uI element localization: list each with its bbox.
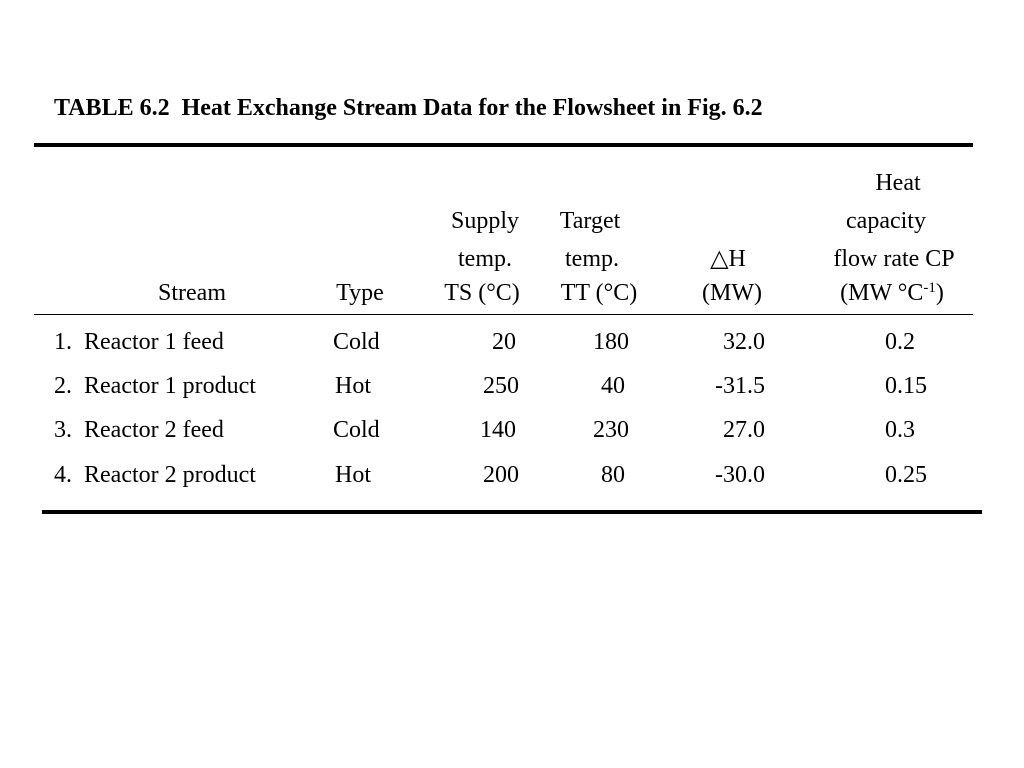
header-cp-line3: flow rate CP xyxy=(833,246,955,272)
cell-type: Hot xyxy=(335,373,371,399)
cell-tt: 40 xyxy=(601,373,625,399)
cell-stream: 4. Reactor 2 product xyxy=(54,462,256,488)
header-cp-line2: capacity xyxy=(846,208,926,234)
header-supply-line2: temp. xyxy=(458,246,512,272)
cell-type: Cold xyxy=(333,417,380,443)
header-supply-line3: TS (°C) xyxy=(444,280,520,306)
cell-stream: 1. Reactor 1 feed xyxy=(54,329,224,355)
header-cp-line4 xyxy=(840,279,944,307)
header-cp-unit: (MW °C xyxy=(840,280,924,306)
header-dh-line2: (MW) xyxy=(702,280,762,306)
header-supply-line1: Supply xyxy=(450,208,520,234)
cell-cp: 0.25 xyxy=(885,462,927,488)
cell-ts: 250 xyxy=(483,373,519,399)
header-rule xyxy=(34,314,973,315)
header-type: Type xyxy=(336,280,384,306)
header-target-line3: TT (°C) xyxy=(560,280,638,306)
cell-ts: 20 xyxy=(492,329,516,355)
table-title: TABLE 6.2 Heat Exchange Stream Data for the Flowsheet in Fig. 6.2 xyxy=(54,95,763,121)
header-cp-unit-close: ) xyxy=(935,280,944,306)
header-cp-line1: Heat xyxy=(875,170,921,196)
cell-dh: -31.5 xyxy=(715,373,765,399)
cell-dh: 32.0 xyxy=(723,329,765,355)
cell-tt: 80 xyxy=(601,462,625,488)
cell-dh: -30.0 xyxy=(715,462,765,488)
cell-ts: 140 xyxy=(480,417,516,443)
cell-stream: 3. Reactor 2 feed xyxy=(54,417,224,443)
top-rule xyxy=(34,143,973,147)
header-dh-line1: △H xyxy=(710,246,746,272)
header-stream: Stream xyxy=(158,280,226,306)
cell-stream: 2. Reactor 1 product xyxy=(54,373,256,399)
header-target-line2: temp. xyxy=(565,246,619,272)
cell-tt: 230 xyxy=(593,417,629,443)
header-target-line1: Target xyxy=(559,208,621,234)
cell-cp: 0.2 xyxy=(885,329,915,355)
cell-cp: 0.3 xyxy=(885,417,915,443)
cell-type: Hot xyxy=(335,462,371,488)
cell-dh: 27.0 xyxy=(723,417,765,443)
cell-cp: 0.15 xyxy=(885,373,927,399)
cell-type: Cold xyxy=(333,329,380,355)
cell-ts: 200 xyxy=(483,462,519,488)
header-cp-unit-exponent: -1 xyxy=(923,280,936,296)
bottom-rule xyxy=(42,510,982,514)
cell-tt: 180 xyxy=(593,329,629,355)
